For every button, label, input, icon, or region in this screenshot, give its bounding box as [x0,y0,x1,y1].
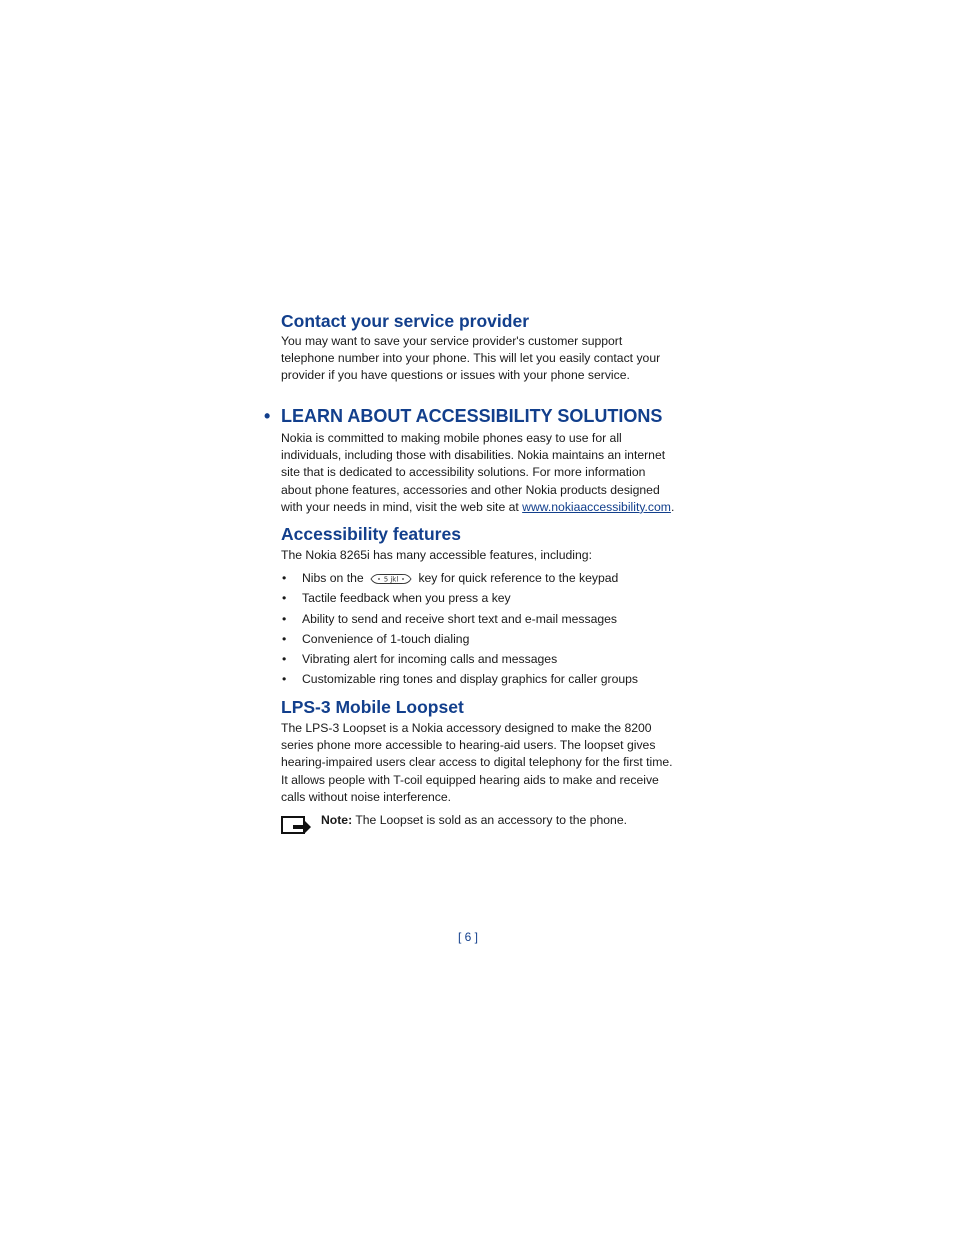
accessibility-site-link[interactable]: www.nokiaaccessibility.com [522,499,671,514]
list-item [282,651,638,671]
section-bullet: • [264,406,271,426]
learn-heading: LEARN ABOUT ACCESSIBILITY SOLUTIONS [281,406,663,426]
list-bullet: • [282,611,287,626]
learn-paragraph-text: Nokia is committed to making mobile phones easy to use for all individuals, including those with disabilities. Nokia maintains an internet site that is dedicated to accessibility solutions. For more information about phone features, accessories and other Nokia products designed with your needs in mind, visit the web site at [281,431,666,514]
note-label: Note: [321,813,353,827]
list-bullet: • [282,672,287,687]
list-bullet: • [282,571,287,585]
contact-heading: Contact your service provider [281,311,529,331]
learn-paragraph-end: . [670,499,675,514]
loopset-paragraph: The LPS-3 Loopset is a Nokia accessory designed to make the 8200 series phone more accessible to hearing-aid users. The loopset gives hearing-impaired users clear access to digital telephony for the first time. It allows people with T-coil equipped hearing aids to make and receive calls without noise interference. [281,721,673,804]
list-item-text: Vibrating alert for incoming calls and messages [302,652,558,667]
list-item [282,611,638,631]
list-item [282,570,638,590]
list-item-text: Convenience of 1-touch dialing [302,631,470,646]
list-item-text: Tactile feedback when you press a key [302,591,511,606]
list-item-text: Customizable ring tones and display graphics for caller groups [302,672,639,687]
list-item-text: key for quick reference to the keypad [418,571,619,585]
list-item [282,631,638,651]
list-bullet: • [282,631,287,646]
note-icon [281,815,311,837]
features-intro: The Nokia 8265i has many accessible features, including: [281,548,592,562]
page-number: [ 6 ] [458,930,479,944]
svg-text:5 jkl: 5 jkl [383,575,399,584]
features-heading: Accessibility features [281,524,461,544]
contact-paragraph: You may want to save your service provider's customer support telephone number into your phone. This will let you easily contact your provider if you have questions or issues with your phone service. [281,334,661,383]
features-list [282,570,638,692]
list-bullet: • [282,652,287,667]
list-item-text: Nibs on the [302,571,364,585]
list-bullet: • [282,591,287,606]
list-item [282,590,638,610]
loopset-heading: LPS-3 Mobile Loopset [281,697,464,717]
note-text: The Loopset is sold as an accessory to the phone. [352,813,627,827]
5-key-icon [370,573,412,585]
note-paragraph [321,812,719,829]
list-item [282,671,638,691]
list-item-text: Ability to send and receive short text and e-mail messages [302,611,618,626]
learn-paragraph [281,430,679,516]
